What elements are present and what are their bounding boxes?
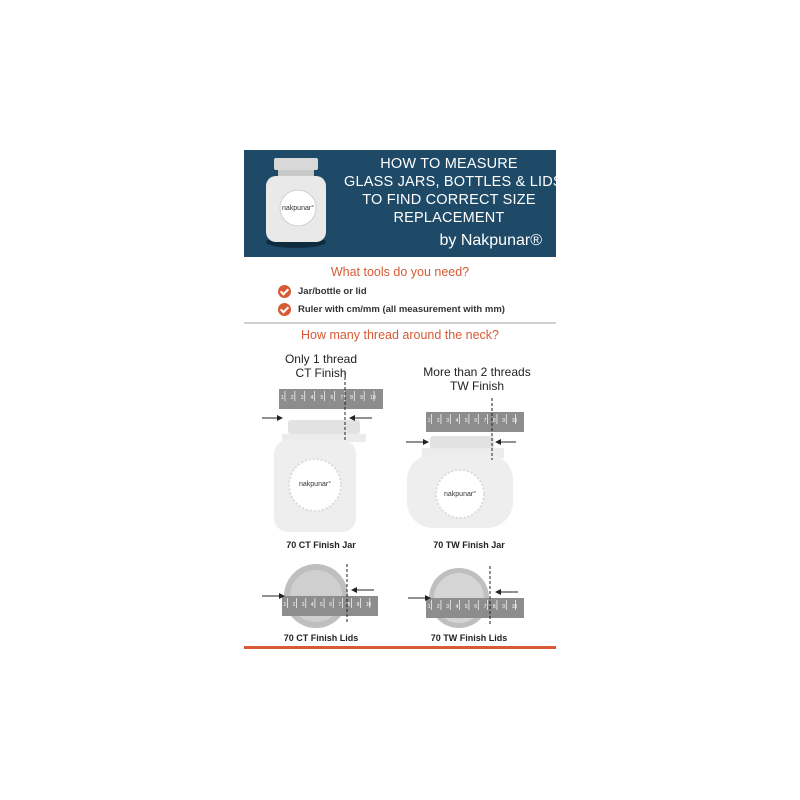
tw-jar-diagram [406, 398, 524, 528]
ruler-tick-label: 5 [320, 395, 324, 401]
ruler-tick-label: 4 [310, 602, 314, 608]
svg-text:nakpunar°: nakpunar° [444, 491, 476, 498]
ruler-tick-label: 3 [300, 395, 304, 401]
tool-item-label: Ruler with cm/mm (all measurement with mm) [298, 303, 505, 315]
tw-thread-label: More than 2 threads [423, 365, 531, 379]
ruler-tick-label: 8 [347, 602, 351, 608]
ruler-tick-label: 7 [483, 604, 487, 610]
ruler-tick-label: 4 [455, 604, 459, 610]
ruler-tick-label: 5 [320, 602, 323, 608]
title-line-3: TO FIND CORRECT SIZE [362, 192, 536, 208]
ruler-tick-label: 1 [280, 395, 284, 401]
ruler-tick-label: 6 [330, 395, 334, 401]
ruler-tick-label: 8 [492, 604, 496, 610]
ruler-tick-label: 7 [340, 395, 344, 401]
ruler-tick-label: 7 [338, 602, 342, 608]
ruler-tick-label: 10 [511, 418, 518, 424]
ruler-tick-label: 10 [365, 602, 372, 608]
ruler-tick-label: 2 [290, 395, 294, 401]
footer-accent-line [244, 646, 556, 649]
ruler-tick-label: 9 [502, 604, 506, 610]
ruler-tick-label: 2 [436, 418, 440, 424]
tools-heading: What tools do you need? [330, 265, 470, 279]
ruler-tick-label: 8 [350, 395, 354, 401]
title-line-2: GLASS JARS, BOTTLES & LIDS [344, 174, 563, 190]
ct-finish-label: CT Finish [295, 366, 347, 380]
ruler-tick-label: 3 [446, 418, 450, 424]
tw-finish-label: TW Finish [450, 379, 504, 393]
svg-text:nakpunar°: nakpunar° [282, 205, 314, 212]
ruler-tick-label: 7 [483, 418, 487, 424]
ruler-tick-label: 10 [370, 395, 376, 401]
ruler-tick-label: 5 [464, 418, 468, 424]
ct-lid-caption: 70 CT Finish Lids [283, 633, 359, 643]
infographic-card [244, 150, 563, 650]
threads-heading: How many thread around the neck? [300, 328, 500, 342]
ruler-tick-label: 5 [464, 604, 468, 610]
byline: by Nakpunar® [439, 232, 542, 249]
ruler-tick-label: 3 [446, 604, 450, 610]
ruler-tick-label: 10 [511, 604, 518, 610]
ruler-tick-label: 4 [310, 395, 314, 401]
ct-thread-label: Only 1 thread [284, 352, 358, 366]
title-line-4: REPLACEMENT [393, 210, 505, 226]
ruler-tick-label: 8 [492, 418, 496, 424]
tw-jar-caption: 70 TW Finish Jar [433, 540, 505, 550]
ruler-tick-label: 4 [455, 418, 459, 424]
ruler-tick-label: 6 [329, 602, 332, 608]
ct-lid-diagram [262, 564, 378, 628]
ruler-tick-label: 9 [360, 395, 363, 401]
ruler-tick-label: 6 [474, 604, 478, 610]
ct-jar-diagram [262, 372, 383, 532]
ruler-tick-label: 1 [283, 602, 287, 608]
ruler-tick-label: 9 [356, 602, 360, 608]
ruler-tick-label: 1 [427, 604, 431, 610]
ruler-tick-label: 2 [436, 604, 440, 610]
measurement-diagrams [244, 150, 563, 650]
ruler-tick-label: 9 [502, 418, 506, 424]
ruler-tick-label: 6 [474, 418, 478, 424]
ruler-tick-label: 3 [301, 602, 305, 608]
ruler-tick-label: 1 [427, 418, 431, 424]
title-line-1: HOW TO MEASURE [380, 156, 518, 172]
tw-lid-diagram [408, 566, 524, 628]
ct-jar-caption: 70 CT Finish Jar [286, 540, 356, 550]
svg-text:nakpunar°: nakpunar° [299, 481, 331, 488]
tw-lid-caption: 70 TW Finish Lids [430, 633, 508, 643]
tool-item-label: Jar/bottle or lid [298, 285, 367, 297]
ruler-tick-label: 2 [292, 602, 296, 608]
